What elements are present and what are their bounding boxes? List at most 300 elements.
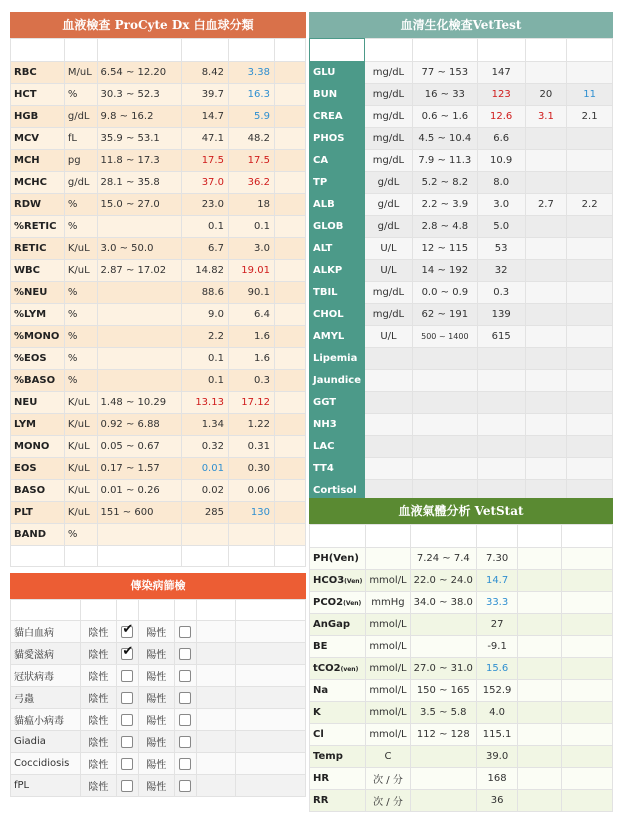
disease-name: 貓愛滋病 [11,643,81,665]
result-1: 123 [477,84,525,106]
result-2 [518,724,562,746]
test-name: AMYL [310,326,365,348]
positive-checkbox[interactable] [179,736,191,748]
chemistry-row [310,392,613,414]
reference-range: 6.54 ~ 12.20 [97,62,181,84]
test-name: PHOS [310,128,365,150]
infectious-row [11,753,306,775]
cbc-row [11,150,306,172]
negative-label: 陰性 [80,731,116,753]
cbc-row [11,392,306,414]
result-1: 152.9 [476,680,517,702]
negative-checkbox[interactable] [121,780,133,792]
negative-checkbox[interactable] [121,692,133,704]
unit: mg/dL [365,128,413,150]
result-3 [274,326,305,348]
unit: U/L [365,260,413,282]
test-name [310,680,366,702]
result-1: 8.42 [181,62,228,84]
reference-range: 2.87 ~ 17.02 [97,260,181,282]
result-3 [567,128,613,150]
reference-range: 3.0 ~ 50.0 [97,238,181,260]
empty-cell [64,39,97,62]
unit: mmHg [366,592,410,614]
unit: % [64,282,97,304]
unit: g/dL [64,172,97,194]
result-1: 15.6 [476,658,517,680]
test-name: RDW [11,194,65,216]
test-name: BAND [11,524,65,546]
test-name-text: HCO3 [313,575,345,586]
reference-range: 9.8 ~ 16.2 [97,106,181,128]
unit: K/uL [64,260,97,282]
result-2 [518,702,562,724]
empty-cell [196,753,236,775]
result-1 [477,348,525,370]
unit [366,548,410,570]
empty-cell [518,525,562,548]
positive-checkbox[interactable] [179,670,191,682]
result-2: 3.0 [228,238,274,260]
cbc-row [11,480,306,502]
result-3 [274,414,305,436]
test-name [310,768,366,790]
empty-cell [196,600,236,621]
result-3 [567,172,613,194]
positive-checkbox[interactable] [179,758,191,770]
empty-cell [236,643,306,665]
negative-label: 陰性 [80,775,116,797]
result-3 [562,636,613,658]
result-1: 0.02 [181,480,228,502]
infectious-row [11,687,306,709]
result-3 [562,614,613,636]
blood-gas-title: 血液氣體分析 VetStat [309,498,613,524]
negative-checkbox-cell [116,709,138,731]
blood-gas-row [310,724,613,746]
test-name: PLT [11,502,65,524]
result-1: 23.0 [181,194,228,216]
chemistry-row [310,260,613,282]
positive-checkbox-cell [174,731,196,753]
result-1: 13.13 [181,392,228,414]
negative-checkbox[interactable] [121,714,133,726]
unit [365,392,413,414]
result-2 [518,790,562,812]
result-1: 2.2 [181,326,228,348]
reference-range: 0.17 ~ 1.57 [97,458,181,480]
negative-checkbox[interactable] [121,736,133,748]
result-3 [562,592,613,614]
unit [365,436,413,458]
reference-range [412,436,477,458]
empty-cell [412,39,477,62]
test-name: TP [310,172,365,194]
negative-label: 陰性 [80,753,116,775]
empty-cell [196,665,236,687]
result-2 [518,548,562,570]
result-1: 39.0 [476,746,517,768]
test-name: CA [310,150,365,172]
reference-range: 151 ~ 600 [97,502,181,524]
reference-range: 77 ~ 153 [412,62,477,84]
result-1: 0.3 [477,282,525,304]
test-name: %MONO [11,326,65,348]
unit: fL [64,128,97,150]
empty-cell [562,525,613,548]
reference-range: 112 ~ 128 [410,724,476,746]
empty-cell [181,39,228,62]
result-2: 0.3 [228,370,274,392]
unit: g/dL [365,194,413,216]
unit: % [64,304,97,326]
test-name: HCT [11,84,65,106]
test-name [310,614,366,636]
reference-range: 30.3 ~ 52.3 [97,84,181,106]
negative-checkbox[interactable] [121,648,133,660]
positive-checkbox-cell [174,621,196,643]
cbc-row [11,524,306,546]
disease-name: 弓蟲 [11,687,81,709]
result-1: 0.32 [181,436,228,458]
result-2 [525,458,567,480]
result-2: 3.38 [228,62,274,84]
blood-gas-table [309,524,613,812]
result-1: 4.0 [476,702,517,724]
result-1: 14.7 [476,570,517,592]
result-2 [525,370,567,392]
chemistry-row [310,216,613,238]
positive-checkbox[interactable] [179,780,191,792]
result-1: 47.1 [181,128,228,150]
unit: % [64,370,97,392]
chemistry-row [310,84,613,106]
disease-name: 貓瘟小病毒 [11,709,81,731]
unit: mmol/L [366,702,410,724]
reference-range [412,370,477,392]
unit: mmol/L [366,680,410,702]
result-1: 14.82 [181,260,228,282]
cbc-row [11,414,306,436]
reference-range: 4.5 ~ 10.4 [412,128,477,150]
result-2 [525,260,567,282]
result-3 [562,702,613,724]
result-1: 27 [476,614,517,636]
infectious-row [11,621,306,643]
negative-checkbox-cell [116,643,138,665]
result-1: 0.01 [181,458,228,480]
blood-gas-row [310,746,613,768]
infectious-row [11,643,306,665]
positive-label: 陽性 [138,621,174,643]
result-3 [562,658,613,680]
chemistry-row [310,150,613,172]
empty-cell [366,525,410,548]
result-2: 1.22 [228,414,274,436]
result-1 [477,414,525,436]
test-name-text: PH(Ven) [313,553,359,564]
test-name: Cortisol [310,480,365,502]
test-name-text: HR [313,773,330,784]
result-1: 12.6 [477,106,525,128]
cbc-row [11,84,306,106]
unit: C [366,746,410,768]
unit: % [64,194,97,216]
chemistry-row [310,348,613,370]
reference-range: 16 ~ 33 [412,84,477,106]
reference-range: 35.9 ~ 53.1 [97,128,181,150]
result-2 [518,746,562,768]
unit: mmol/L [366,724,410,746]
disease-name: fPL [11,775,81,797]
cbc-row [11,370,306,392]
test-name: WBC [11,260,65,282]
cbc-table [10,38,306,567]
empty-cell [181,546,228,567]
negative-checkbox[interactable] [121,670,133,682]
test-name: %LYM [11,304,65,326]
unit: g/dL [365,172,413,194]
empty-cell [310,39,365,62]
unit [365,458,413,480]
test-name: RETIC [11,238,65,260]
positive-label: 陽性 [138,687,174,709]
negative-checkbox[interactable] [121,758,133,770]
reference-range: 7.9 ~ 11.3 [412,150,477,172]
negative-label: 陰性 [80,687,116,709]
result-3 [567,326,613,348]
empty-cell [196,731,236,753]
result-1: -9.1 [476,636,517,658]
test-name: MCH [11,150,65,172]
unit: % [64,84,97,106]
empty-cell [97,39,181,62]
blood-gas-row [310,592,613,614]
test-name: Lipemia [310,348,365,370]
result-2 [518,614,562,636]
result-2: 0.30 [228,458,274,480]
result-2 [518,680,562,702]
result-2: 17.5 [228,150,274,172]
chemistry-table [309,38,613,502]
cbc-row [11,304,306,326]
empty-cell [11,39,65,62]
cbc-row [11,282,306,304]
positive-label: 陽性 [138,665,174,687]
infectious-table [10,599,306,797]
cbc-row [11,216,306,238]
result-2 [525,216,567,238]
result-1: 6.6 [477,128,525,150]
test-name: Jaundice [310,370,365,392]
result-3 [567,458,613,480]
result-2: 36.2 [228,172,274,194]
positive-checkbox-cell [174,665,196,687]
result-1: 10.9 [477,150,525,172]
reference-range [97,348,181,370]
result-3 [567,370,613,392]
empty-cell [228,546,274,567]
reference-range [97,370,181,392]
blood-gas-row [310,548,613,570]
unit: mmol/L [366,570,410,592]
chemistry-row [310,458,613,480]
unit: mg/dL [365,106,413,128]
unit: mmol/L [366,636,410,658]
result-3 [567,436,613,458]
positive-checkbox[interactable] [179,648,191,660]
positive-checkbox[interactable] [179,714,191,726]
result-2: 19.01 [228,260,274,282]
blood-gas-panel [309,498,613,812]
empty-cell [525,39,567,62]
result-1: 7.30 [476,548,517,570]
reference-range: 7.24 ~ 7.4 [410,548,476,570]
reference-range: 150 ~ 165 [410,680,476,702]
negative-checkbox-cell [116,687,138,709]
empty-cell [196,643,236,665]
reference-range [410,790,476,812]
negative-checkbox-cell [116,775,138,797]
reference-range [97,326,181,348]
empty-cell [236,687,306,709]
empty-cell [196,709,236,731]
result-2 [525,414,567,436]
empty-cell [196,687,236,709]
result-2: 20 [525,84,567,106]
test-name: RBC [11,62,65,84]
positive-checkbox-cell [174,775,196,797]
result-1: 36 [476,790,517,812]
infectious-panel [10,573,306,797]
empty-cell [365,39,413,62]
negative-checkbox-cell [116,731,138,753]
blood-gas-row [310,702,613,724]
result-3 [274,128,305,150]
blood-gas-row [310,658,613,680]
result-1: 53 [477,238,525,260]
test-name-text: Na [313,685,329,696]
result-3 [274,458,305,480]
reference-range [97,524,181,546]
empty-cell [236,709,306,731]
result-1 [477,370,525,392]
test-name [310,636,366,658]
test-name: MONO [11,436,65,458]
result-3 [274,260,305,282]
result-3 [562,570,613,592]
empty-cell [274,39,305,62]
result-2 [518,658,562,680]
result-1: 33.3 [476,592,517,614]
chemistry-title: 血清生化檢查VetTest [309,12,613,38]
result-3 [274,502,305,524]
result-1: 14.7 [181,106,228,128]
cbc-row [11,128,306,150]
empty-cell [196,775,236,797]
chemistry-row [310,238,613,260]
reference-range: 0.92 ~ 6.88 [97,414,181,436]
spacer-row [310,39,613,62]
empty-cell [236,600,306,621]
reference-range: 62 ~ 191 [412,304,477,326]
positive-label: 陽性 [138,753,174,775]
test-name [310,658,366,680]
spacer-row [310,525,613,548]
positive-checkbox-cell [174,687,196,709]
reference-range: 0.0 ~ 0.9 [412,282,477,304]
positive-checkbox[interactable] [179,626,191,638]
result-2 [525,282,567,304]
result-3 [567,238,613,260]
positive-checkbox-cell [174,709,196,731]
result-3 [567,414,613,436]
result-1 [477,436,525,458]
empty-cell [567,39,613,62]
unit: % [64,524,97,546]
result-3 [562,768,613,790]
unit: mg/dL [365,150,413,172]
negative-label: 陰性 [80,621,116,643]
reference-range: 0.05 ~ 0.67 [97,436,181,458]
reference-range [97,282,181,304]
unit: M/uL [64,62,97,84]
result-3 [567,304,613,326]
test-name [310,724,366,746]
test-name: TBIL [310,282,365,304]
result-1: 168 [476,768,517,790]
result-2 [525,348,567,370]
negative-checkbox-cell [116,665,138,687]
empty-cell [310,525,366,548]
cbc-panel [10,12,306,567]
reference-range [97,304,181,326]
result-3 [567,216,613,238]
test-name: CREA [310,106,365,128]
reference-range [97,216,181,238]
disease-name: 貓白血病 [11,621,81,643]
positive-checkbox[interactable] [179,692,191,704]
result-1 [181,524,228,546]
test-name: %NEU [11,282,65,304]
unit: % [64,216,97,238]
blood-gas-row [310,614,613,636]
result-1: 139 [477,304,525,326]
test-name: %RETIC [11,216,65,238]
empty-cell [477,39,525,62]
test-name-text: PCO2 [313,597,344,608]
test-name: ALT [310,238,365,260]
reference-range [410,746,476,768]
result-3 [274,150,305,172]
result-3 [274,436,305,458]
result-3 [274,106,305,128]
negative-checkbox[interactable] [121,626,133,638]
result-1: 32 [477,260,525,282]
result-3 [567,392,613,414]
test-name [310,746,366,768]
positive-label: 陽性 [138,731,174,753]
test-name [310,548,366,570]
infectious-row [11,665,306,687]
result-2: 0.1 [228,216,274,238]
result-2 [228,524,274,546]
test-name-text: K [313,707,321,718]
positive-label: 陽性 [138,775,174,797]
positive-label: 陽性 [138,709,174,731]
unit: 次 / 分 [366,768,410,790]
cbc-title: 血液檢查 ProCyte Dx 白血球分類 [10,12,306,38]
